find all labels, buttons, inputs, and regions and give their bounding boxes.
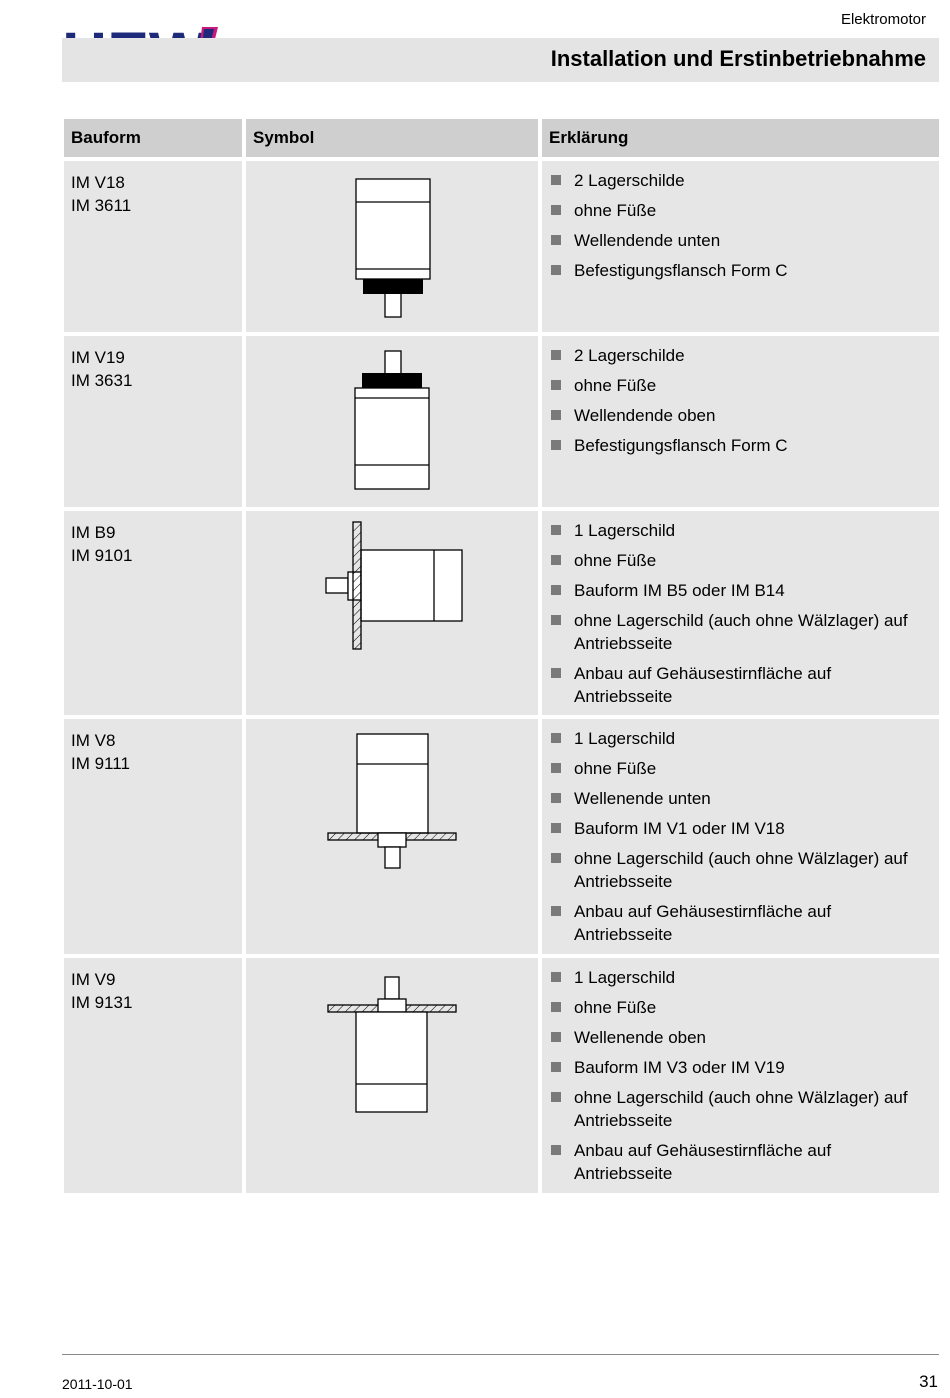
bauform-cell: [64, 161, 242, 332]
square-bullet-icon: [551, 1145, 561, 1155]
square-bullet-icon: [551, 823, 561, 833]
symbol-cell: [246, 958, 538, 1193]
bauform-code: IM 3631: [71, 371, 133, 390]
square-bullet-icon: [551, 525, 561, 535]
list-item: ohne Füße: [550, 374, 933, 397]
bauform-code: IM V18: [71, 173, 125, 192]
symbol-cell: [246, 719, 538, 954]
symbol-cell: [246, 511, 538, 715]
square-bullet-icon: [551, 350, 561, 360]
square-bullet-icon: [551, 972, 561, 982]
list-item: ohne Füße: [550, 996, 933, 1019]
symbol-cell: [246, 336, 538, 507]
list-item: 1 Lagerschild: [550, 966, 933, 989]
bauform-code: IM 9111: [71, 754, 130, 773]
list-item: Anbau auf Gehäusestirnfläche auf Antriebsseite: [550, 1139, 933, 1185]
list-item: 2 Lagerschilde: [550, 344, 933, 367]
table-header-row: [64, 119, 939, 161]
erklaerung-cell: [542, 719, 939, 954]
list-item: ohne Lagerschild (auch ohne Wälzlager) auf Antriebsseite: [550, 609, 933, 655]
list-item: Bauform IM B5 oder IM B14: [550, 579, 933, 602]
square-bullet-icon: [551, 1002, 561, 1012]
bauform-cell: [64, 719, 242, 954]
list-item: ohne Lagerschild (auch ohne Wälzlager) auf Antriebsseite: [550, 1086, 933, 1132]
footer-date: 2011-10-01: [62, 1376, 133, 1392]
list-item: 2 Lagerschilde: [550, 169, 933, 192]
list-item: ohne Lagerschild (auch ohne Wälzlager) auf Antriebsseite: [550, 847, 933, 893]
column-header-bauform: Bauform: [64, 119, 242, 157]
bauform-cell: [64, 511, 242, 715]
list-item: Anbau auf Gehäusestirnfläche auf Antriebsseite: [550, 900, 933, 946]
erklaerung-cell: [542, 336, 939, 507]
square-bullet-icon: [551, 555, 561, 565]
list-item: Wellenende oben: [550, 1026, 933, 1049]
list-item: Bauform IM V3 oder IM V19: [550, 1056, 933, 1079]
square-bullet-icon: [551, 615, 561, 625]
square-bullet-icon: [551, 1062, 561, 1072]
bauform-cell: [64, 958, 242, 1193]
list-item: Befestigungsflansch Form C: [550, 434, 933, 457]
bauform-code: IM V8: [71, 731, 116, 750]
list-item: Wellenende unten: [550, 787, 933, 810]
list-item: 1 Lagerschild: [550, 519, 933, 542]
motor-horizontal-flange-icon: [246, 511, 538, 715]
square-bullet-icon: [551, 410, 561, 420]
list-item: 1 Lagerschild: [550, 727, 933, 750]
page-number: 31: [919, 1372, 938, 1391]
document-type: Elektromotor: [840, 11, 926, 28]
bauform-code: IM B9: [71, 523, 116, 542]
motor-vertical-flange-down-icon: [246, 161, 538, 332]
symbol-cell: [246, 161, 538, 332]
list-item: Bauform IM V1 oder IM V18: [550, 817, 933, 840]
square-bullet-icon: [551, 906, 561, 916]
bauform-code: IM V19: [71, 348, 125, 367]
square-bullet-icon: [551, 205, 561, 215]
erklaerung-cell: [542, 958, 939, 1193]
motor-vertical-plate-up-icon: [246, 958, 538, 1193]
list-item: ohne Füße: [550, 199, 933, 222]
motor-vertical-plate-down-icon: [246, 719, 538, 954]
column-header-erklaerung: Erklärung: [542, 119, 939, 157]
square-bullet-icon: [551, 440, 561, 450]
erklaerung-cell: [542, 511, 939, 715]
table-row: [64, 511, 939, 719]
list-item: Wellendende oben: [550, 404, 933, 427]
list-item: ohne Füße: [550, 757, 933, 780]
square-bullet-icon: [551, 853, 561, 863]
square-bullet-icon: [551, 668, 561, 678]
bauform-cell: [64, 336, 242, 507]
column-header-symbol: Symbol: [246, 119, 538, 157]
page-title: Installation und Erstinbetriebnahme: [550, 46, 926, 71]
table-row: [64, 719, 939, 958]
erklaerung-cell: [542, 161, 939, 332]
table-row: [64, 161, 939, 336]
square-bullet-icon: [551, 175, 561, 185]
square-bullet-icon: [551, 380, 561, 390]
square-bullet-icon: [551, 235, 561, 245]
table-row: [64, 958, 939, 1197]
square-bullet-icon: [551, 585, 561, 595]
list-item: ohne Füße: [550, 549, 933, 572]
bauform-code: IM 9131: [71, 993, 133, 1012]
square-bullet-icon: [551, 793, 561, 803]
list-item: Anbau auf Gehäusestirnfläche auf Antriebsseite: [550, 662, 933, 708]
square-bullet-icon: [551, 763, 561, 773]
square-bullet-icon: [551, 1032, 561, 1042]
footer-divider: [62, 1354, 939, 1355]
list-item: Wellendende unten: [550, 229, 933, 252]
square-bullet-icon: [551, 733, 561, 743]
bauform-code: IM 3611: [71, 196, 132, 215]
list-item: Befestigungsflansch Form C: [550, 259, 933, 282]
square-bullet-icon: [551, 1092, 561, 1102]
table-row: [64, 336, 939, 511]
bauform-code: IM 9101: [71, 546, 133, 565]
bauform-code: IM V9: [71, 970, 116, 989]
motor-vertical-flange-up-icon: [246, 336, 538, 507]
square-bullet-icon: [551, 265, 561, 275]
bauform-table: [64, 119, 939, 1197]
